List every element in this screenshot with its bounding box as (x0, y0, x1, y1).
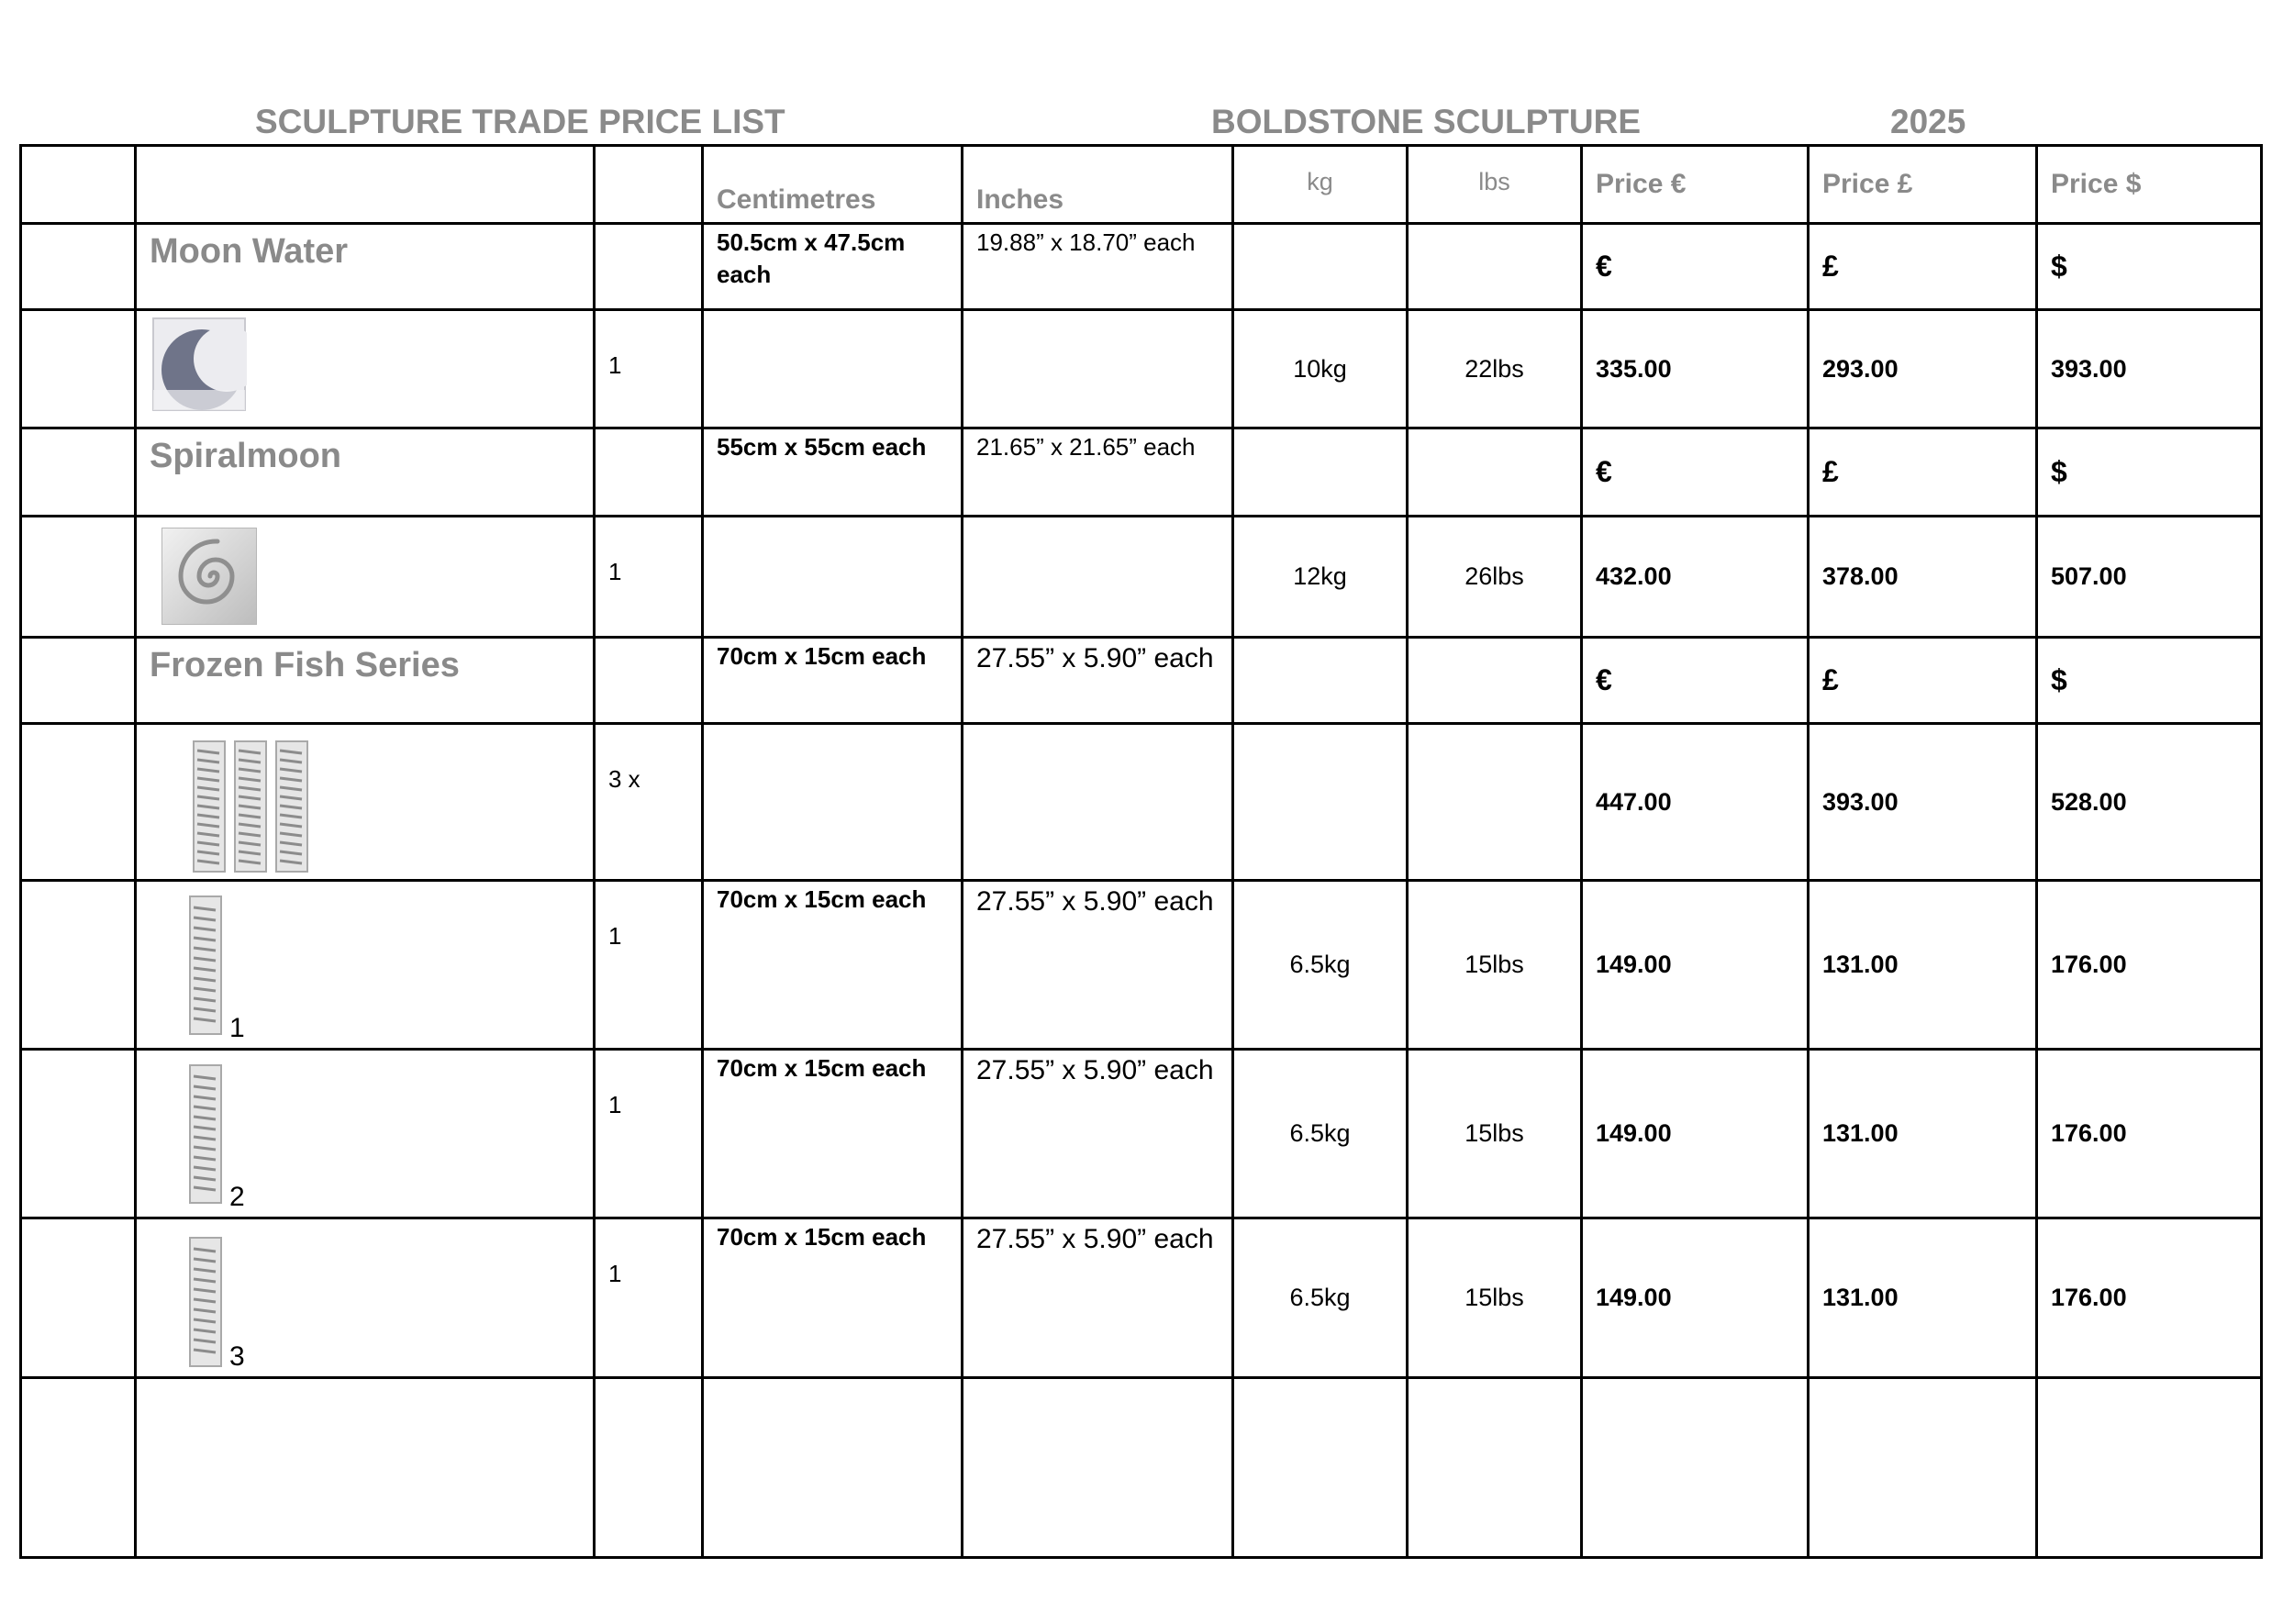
quantity: 1 (595, 1050, 703, 1218)
dimension-cm: 70cm x 15cm each (703, 638, 963, 724)
blank-cell (1233, 724, 1408, 881)
price-eur: 447.00 (1582, 724, 1809, 881)
product-image-cell (136, 724, 595, 881)
column-header-price-gbp: Price £ (1809, 146, 2037, 224)
currency-eur: € (1582, 638, 1809, 724)
product-title-row (21, 224, 2262, 310)
product-price-row (21, 1050, 2262, 1218)
price-usd: 393.00 (2037, 310, 2262, 428)
price-gbp: 131.00 (1809, 1050, 2037, 1218)
weight-lbs: 26lbs (1408, 517, 1582, 638)
blank-cell (703, 517, 963, 638)
blank-cell (21, 1378, 136, 1558)
weight-kg: 10kg (1233, 310, 1408, 428)
frozen-fish-piece-image (188, 895, 225, 1036)
price-usd: 528.00 (2037, 724, 2262, 881)
blank-cell (136, 1378, 595, 1558)
currency-usd: $ (2037, 428, 2262, 517)
column-header-price-eur: Price € (1582, 146, 1809, 224)
blank-cell (1408, 428, 1582, 517)
dimension-inches: 21.65” x 21.65” each (963, 428, 1233, 517)
dimension-inches: 27.55” x 5.90” each (963, 881, 1233, 1050)
column-header-inches: Inches (963, 146, 1233, 224)
currency-eur: € (1582, 224, 1809, 310)
blank-cell (21, 428, 136, 517)
blank-cell (1809, 1378, 2037, 1558)
empty-row (21, 1378, 2262, 1558)
blank-cell (21, 881, 136, 1050)
price-gbp: 131.00 (1809, 1218, 2037, 1378)
dimension-inches: 27.55” x 5.90” each (963, 1218, 1233, 1378)
product-title-row (21, 638, 2262, 724)
column-header-kg: kg (1233, 146, 1408, 224)
product-image-cell (136, 1050, 595, 1218)
price-usd: 176.00 (2037, 881, 2262, 1050)
dimension-inches: 19.88” x 18.70” each (963, 224, 1233, 310)
blank-cell (963, 724, 1233, 881)
price-eur: 432.00 (1582, 517, 1809, 638)
blank-cell (595, 428, 703, 517)
weight-lbs: 22lbs (1408, 310, 1582, 428)
weight-kg: 6.5kg (1233, 1218, 1408, 1378)
quantity: 1 (595, 881, 703, 1050)
weight-lbs: 15lbs (1408, 881, 1582, 1050)
product-image-cell (136, 881, 595, 1050)
price-gbp: 131.00 (1809, 881, 2037, 1050)
product-price-row (21, 881, 2262, 1050)
weight-kg: 6.5kg (1233, 881, 1408, 1050)
price-usd: 176.00 (2037, 1050, 2262, 1218)
blank-cell (703, 310, 963, 428)
blank-cell (21, 1218, 136, 1378)
product-price-row (21, 310, 2262, 428)
product-image-cell (136, 517, 595, 638)
price-usd: 176.00 (2037, 1218, 2262, 1378)
blank-cell (963, 517, 1233, 638)
product-price-row (21, 517, 2262, 638)
weight-lbs: 15lbs (1408, 1218, 1582, 1378)
product-name-moon-water: Moon Water (136, 224, 595, 310)
company-name: BOLDSTONE SCULPTURE (1211, 103, 1642, 140)
price-eur: 149.00 (1582, 1050, 1809, 1218)
dimension-inches: 27.55” x 5.90” each (963, 638, 1233, 724)
currency-usd: $ (2037, 638, 2262, 724)
price-gbp: 393.00 (1809, 724, 2037, 881)
blank-cell (21, 517, 136, 638)
blank-cell (1233, 224, 1408, 310)
currency-gbp: £ (1809, 224, 2037, 310)
blank-cell (1233, 638, 1408, 724)
price-gbp: 378.00 (1809, 517, 2037, 638)
blank-cell (1233, 1378, 1408, 1558)
frozen-fish-set-image (192, 740, 311, 873)
quantity: 1 (595, 1218, 703, 1378)
piece-number: 2 (229, 1182, 245, 1212)
quantity: 3 x (595, 724, 703, 881)
spiralmoon-sculpture-image (159, 525, 260, 628)
dimension-cm: 70cm x 15cm each (703, 1050, 963, 1218)
dimension-inches: 27.55” x 5.90” each (963, 1050, 1233, 1218)
blank-cell (703, 724, 963, 881)
blank-cell (1233, 428, 1408, 517)
blank-cell (595, 1378, 703, 1558)
currency-usd: $ (2037, 224, 2262, 310)
piece-number: 1 (229, 1013, 245, 1043)
blank-cell (1408, 1378, 1582, 1558)
frozen-fish-piece-image (188, 1063, 225, 1205)
blank-cell (1582, 1378, 1809, 1558)
blank-cell (21, 638, 136, 724)
header-cell-blank (136, 146, 595, 224)
product-price-row (21, 1218, 2262, 1378)
product-name-spiralmoon: Spiralmoon (136, 428, 595, 517)
price-list-year: 2025 (1890, 103, 1966, 140)
price-eur: 149.00 (1582, 1218, 1809, 1378)
header-cell-blank (595, 146, 703, 224)
price-gbp: 293.00 (1809, 310, 2037, 428)
product-image-cell (136, 310, 595, 428)
dimension-cm: 70cm x 15cm each (703, 1218, 963, 1378)
moon-water-sculpture-image (151, 317, 247, 412)
page-title: SCULPTURE TRADE PRICE LIST (255, 103, 785, 140)
price-usd: 507.00 (2037, 517, 2262, 638)
price-eur: 149.00 (1582, 881, 1809, 1050)
weight-lbs: 15lbs (1408, 1050, 1582, 1218)
column-header-centimetres: Centimetres (703, 146, 963, 224)
column-header-price-usd: Price $ (2037, 146, 2262, 224)
blank-cell (2037, 1378, 2262, 1558)
product-title-row (21, 428, 2262, 517)
blank-cell (963, 1378, 1233, 1558)
currency-gbp: £ (1809, 428, 2037, 517)
dimension-cm: 55cm x 55cm each (703, 428, 963, 517)
price-eur: 335.00 (1582, 310, 1809, 428)
piece-number: 3 (229, 1341, 245, 1372)
blank-cell (21, 1050, 136, 1218)
table-header-row (21, 146, 2262, 224)
blank-cell (21, 310, 136, 428)
quantity: 1 (595, 310, 703, 428)
blank-cell (703, 1378, 963, 1558)
currency-gbp: £ (1809, 638, 2037, 724)
blank-cell (1408, 638, 1582, 724)
blank-cell (21, 224, 136, 310)
dimension-cm: 50.5cm x 47.5cm each (703, 224, 963, 310)
currency-eur: € (1582, 428, 1809, 517)
product-image-cell (136, 1218, 595, 1378)
blank-cell (1408, 224, 1582, 310)
quantity: 1 (595, 517, 703, 638)
product-price-row (21, 724, 2262, 881)
frozen-fish-piece-image (188, 1236, 225, 1368)
dimension-cm: 70cm x 15cm each (703, 881, 963, 1050)
weight-kg: 6.5kg (1233, 1050, 1408, 1218)
blank-cell (595, 224, 703, 310)
header-cell-blank (21, 146, 136, 224)
weight-kg: 12kg (1233, 517, 1408, 638)
column-header-lbs: lbs (1408, 146, 1582, 224)
blank-cell (595, 638, 703, 724)
blank-cell (21, 724, 136, 881)
price-list-table (19, 144, 2263, 1559)
product-name-frozen-fish-series: Frozen Fish Series (136, 638, 595, 724)
blank-cell (963, 310, 1233, 428)
blank-cell (1408, 724, 1582, 881)
